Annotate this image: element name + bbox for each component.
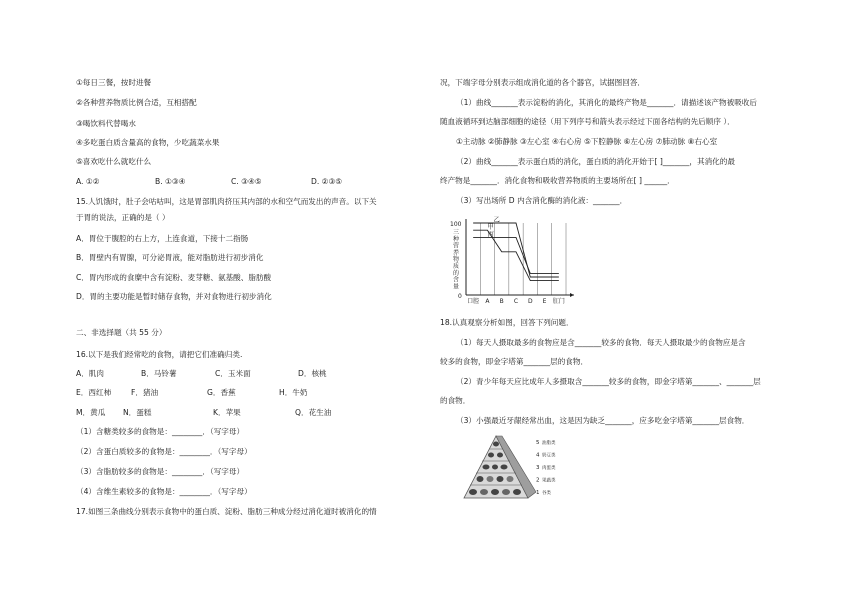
y-label-char: 质: [453, 263, 460, 270]
pyramid-level-number: 1: [536, 490, 540, 496]
food-c: C．玉米面: [215, 369, 251, 378]
q17-structures: ①主动脉 ②肺静脉 ③左心室 ④右心房 ⑤下腔静脉 ⑥左心房 ⑦肺动脉 ⑧右心室: [456, 137, 718, 146]
food-f: F．猪油: [131, 388, 159, 397]
pyramid-level-number: 3: [536, 465, 540, 471]
pyramid-level-number: 5: [536, 440, 540, 446]
series-line: [473, 223, 559, 277]
x-axis-arrow: [570, 293, 574, 297]
diet-option-1: ①每日三餐，按时进餐: [76, 78, 152, 87]
food-k: K．苹果: [213, 408, 241, 417]
y-label-char: 营: [453, 242, 460, 250]
food-h: H．牛奶: [279, 388, 308, 397]
q16-sub-1: （1）含糖类较多的食物是：________．（写字母）: [76, 427, 245, 436]
series-label: 乙: [493, 215, 500, 224]
x-tick-label: 口腔: [467, 298, 480, 305]
q18-part1-line1: （1）每天人摄取最多的食物应是含_______较多的食物．每天人摄取最少的食物应是含: [456, 338, 746, 347]
x-tick-label: D: [527, 298, 533, 305]
q18-stem: 18.认真观察分析如图，回答下列问题．: [440, 318, 574, 327]
y-label-char: 三: [453, 229, 460, 236]
pyramid-level-label: 奶豆类: [542, 453, 556, 459]
pyramid-level-label: 肉蛋类: [542, 466, 556, 471]
pyramid-level-label: 谷类: [542, 491, 551, 496]
q17-part1-line1: （1）曲线_______表示淀粉的消化，其消化的最终产物是_______．请描述该产物被吸收后: [456, 98, 757, 107]
q16-sub-2: （2）含蛋白质较多的食物是：________．（写字母）: [76, 447, 252, 456]
pyramid-level-number: 2: [536, 477, 540, 484]
q16-sub-3: （3）含脂肪较多的食物是：________．（写字母）: [76, 467, 245, 476]
y-label-char: 的: [453, 269, 460, 277]
q18-part3: （3）小强最近牙龈经常出血，这是因为缺乏_______，应多吃金字塔第_______层食物．: [456, 416, 750, 425]
series-label: 丙: [487, 229, 494, 238]
q15-stem-line2: 于胃的说法，正确的是（ ）: [76, 213, 170, 222]
q17-stem-cont: 况，下端字母分别表示组成消化道的各个器官，试据图回答．: [440, 78, 646, 87]
diet-option-2: ②各种营养物质比例合适，互相搭配: [76, 98, 197, 107]
series-label: 甲: [487, 222, 494, 231]
q17-part1-line2: 随血液循环到达脑部细胞的途径（用下列序号和箭头表示经过下面各结构的先后顺序 ）．: [440, 117, 735, 126]
food-d: D．核桃: [298, 369, 327, 378]
food-b: B．马铃薯: [141, 369, 177, 378]
pyramid-level-label: 果蔬类: [542, 478, 556, 484]
q16-sub-4: （4）含维生素较多的食物是：________．（写字母）: [76, 487, 252, 496]
q15-option-d: D．胃的主要功能是暂时储存食物，并对食物进行初步消化: [76, 292, 272, 301]
x-tick-label: E: [542, 298, 547, 305]
food-n: N．蛋糕: [123, 408, 152, 417]
q17-part2-line2: 终产物是_______．消化食物和吸收营养物质的主要场所在[ ] ______．: [440, 176, 675, 185]
y-label-char: 量: [453, 283, 460, 291]
y-tick-bottom: 0: [458, 293, 462, 300]
food-e: E．西红柿: [76, 388, 112, 397]
q16-stem: 16.以下是我们经常吃的食物，请把它们准确归类.: [76, 350, 243, 359]
diet-option-3: ③喝饮料代替喝水: [76, 119, 136, 128]
q18-part1-line2: 较多的食物，即金字塔第_______层的食物．: [440, 357, 589, 366]
q18-part2-line2: 的食物．: [440, 396, 471, 405]
q15-option-a: A．胃位于腹腔的右上方，上连食道，下接十二指肠: [76, 234, 249, 243]
q14-answer-d: D. ②③⑤: [311, 177, 343, 186]
digestion-chart: [448, 215, 578, 307]
y-label-char: 含: [453, 276, 460, 284]
y-label-char: 物: [453, 256, 460, 264]
q17-part2-line1: （2）曲线_______表示蛋白质的消化，蛋白质的消化开始于[ ]_______，其消化的最: [456, 157, 735, 166]
x-tick-label: B: [499, 298, 504, 305]
y-label-char: 种: [453, 235, 460, 243]
food-m: M．黄瓜: [76, 408, 106, 417]
q17-part3: （3）写出场所 D 内含消化酶的消化液：_______．: [456, 196, 628, 205]
q14-answer-a: A. ①②: [76, 177, 100, 186]
pyramid-level-number: 4: [536, 452, 540, 459]
food-q: Q．花生油: [295, 408, 332, 417]
diet-option-5: ⑤喜欢吃什么就吃什么: [76, 157, 152, 166]
food-a: A．肌肉: [76, 369, 104, 378]
q15-option-c: C．胃内形成的食糜中含有淀粉、麦芽糖、氨基酸、脂肪酸: [76, 273, 272, 282]
food-pyramid-figure: [458, 434, 558, 504]
y-label-char: 养: [453, 249, 460, 257]
q14-answer-b: B. ①③④: [155, 177, 186, 186]
q15-stem-line1: 15.人饥饿时，肚子会咕咕叫，这是胃部肌肉挤压其内部的水和空气而发出的声音。以下关: [76, 197, 377, 206]
q18-part2-line1: （2）青少年每天应比成年人多摄取含_______较多的食物，即金字塔第_______、_______层: [456, 377, 761, 386]
x-tick-label: 肛门: [552, 298, 565, 305]
pyramid-level-label: 油脂类: [542, 441, 556, 446]
x-tick-label: C: [513, 298, 519, 305]
q14-answer-c: C. ③④⑤: [231, 177, 262, 186]
q17-stem: 17.如图三条曲线分别表示食物中的蛋白质、淀粉、脂肪三种成分经过消化道时被消化的情: [76, 507, 377, 516]
diet-option-4: ④多吃蛋白质含量高的食物，少吃蔬菜水果: [76, 138, 220, 147]
q15-option-b: B．胃壁内有胃腺，可分泌胃液，能对脂肪进行初步消化: [76, 253, 264, 262]
x-tick-label: A: [485, 298, 490, 305]
y-tick-top: 100: [450, 221, 462, 228]
section-2-heading: 二、非选择题（共 55 分）: [76, 328, 167, 337]
series-line: [473, 237, 559, 273]
food-g: G．香蕉: [207, 388, 236, 397]
